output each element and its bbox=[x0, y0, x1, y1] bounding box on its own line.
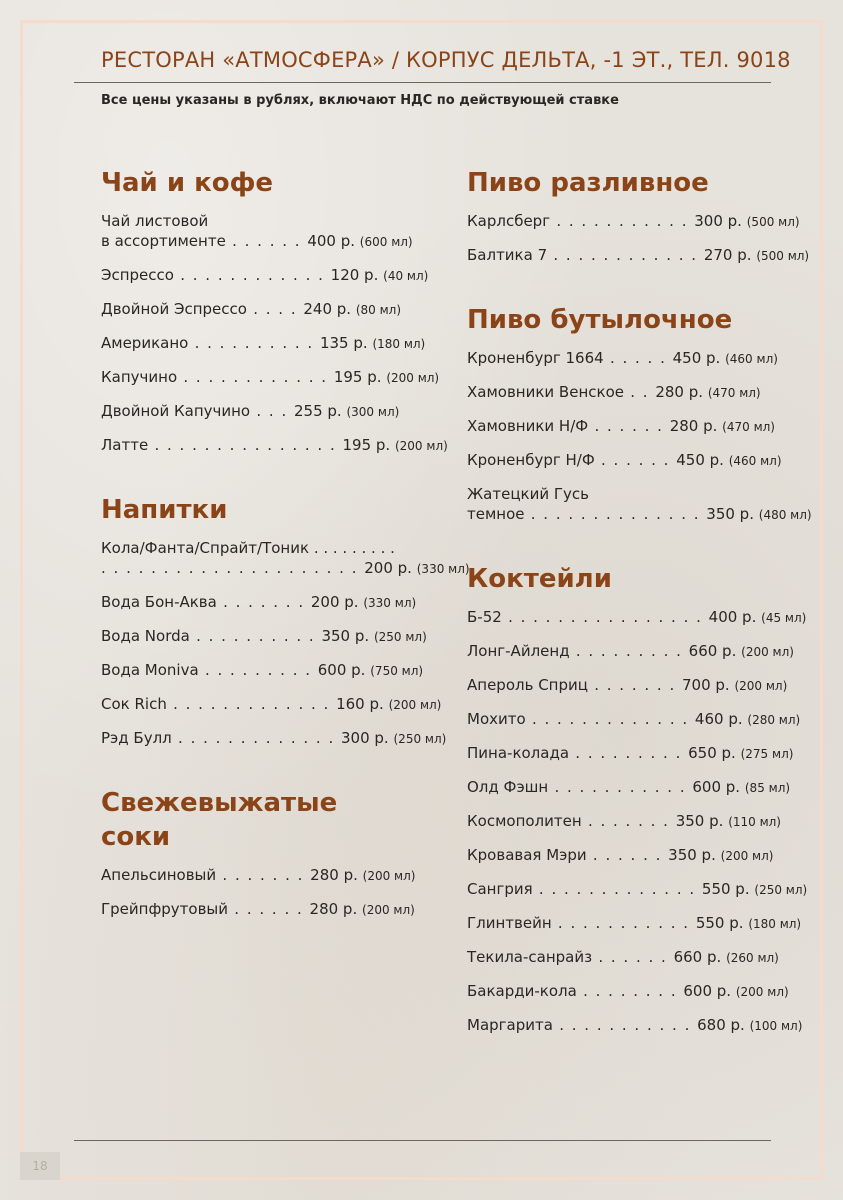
menu-item-price: 450 р. bbox=[672, 349, 721, 367]
menu-item-price: 450 р. bbox=[676, 451, 724, 469]
menu-item-name: Рэд Булл bbox=[101, 729, 172, 747]
menu-item-volume: (200 мл) bbox=[362, 869, 416, 883]
menu-item-leader: . . . . . . . . . . . bbox=[551, 914, 696, 932]
menu-item bbox=[467, 239, 810, 273]
menu-item-leader: . . . . . . . . . . . . . bbox=[166, 695, 337, 713]
menu-item-price: 160 р. bbox=[336, 695, 384, 713]
menu-item-price: 650 р. bbox=[688, 744, 736, 762]
menu-item-price: 120 р. bbox=[330, 266, 379, 284]
menu-item bbox=[467, 601, 807, 635]
menu-item-leader: . . . . . . bbox=[594, 451, 677, 469]
menu-item-volume: (275 мл) bbox=[740, 747, 794, 761]
menu-item-row bbox=[467, 1015, 803, 1036]
menu-item-price: 350 р. bbox=[321, 627, 370, 645]
menu-item-leader: . . . . . . bbox=[592, 948, 674, 966]
menu-item bbox=[101, 429, 448, 463]
menu-column-right bbox=[467, 166, 812, 1073]
menu-item-name: Вода Norda bbox=[101, 627, 190, 645]
menu-item-row bbox=[467, 913, 802, 934]
menu-item-name: Лонг-Айленд bbox=[467, 642, 570, 660]
menu-item-name: Апероль Сприц bbox=[467, 676, 588, 694]
menu-item-name: Кроненбург Н/Ф bbox=[467, 451, 595, 469]
menu-item-volume: (180 мл) bbox=[748, 917, 802, 931]
item-list bbox=[101, 859, 431, 927]
menu-item bbox=[101, 205, 431, 259]
section-title-line: соки bbox=[101, 822, 171, 852]
menu-item-volume: (460 мл) bbox=[728, 454, 782, 468]
section-cocktails bbox=[467, 562, 808, 1043]
menu-item-name: Двойной Капучино bbox=[101, 402, 251, 420]
menu-item-row bbox=[101, 694, 442, 715]
menu-item-leader: . . . . . . . . . . . . . . . . . . . . . bbox=[101, 559, 365, 577]
menu-item bbox=[467, 737, 797, 771]
menu-item-name-line: Чай листовой bbox=[101, 212, 209, 230]
menu-item-volume: (200 мл) bbox=[386, 371, 440, 385]
menu-item-row bbox=[101, 299, 431, 320]
menu-item bbox=[467, 669, 797, 703]
menu-item bbox=[101, 259, 431, 293]
menu-item-name: Космополитен bbox=[467, 812, 582, 830]
menu-item bbox=[467, 805, 797, 839]
section-fresh-juices bbox=[101, 786, 431, 927]
menu-item-name: Вода Moniva bbox=[101, 661, 199, 679]
menu-item-price: 680 р. bbox=[697, 1016, 745, 1034]
menu-item-price: 195 р. bbox=[333, 368, 382, 386]
menu-item-price: 280 р. bbox=[669, 417, 718, 435]
menu-item-price: 700 р. bbox=[681, 676, 730, 694]
menu-item-name: Кроненбург 1664 bbox=[467, 349, 604, 367]
menu-item bbox=[101, 620, 431, 654]
section-title bbox=[101, 786, 431, 854]
item-list bbox=[467, 205, 810, 273]
menu-item-volume: (500 мл) bbox=[756, 249, 810, 263]
menu-item-row bbox=[101, 435, 448, 456]
menu-item-row bbox=[467, 981, 797, 1002]
section-title: Пиво разливное bbox=[467, 168, 709, 198]
section-title: Чай и кофе bbox=[101, 168, 274, 198]
menu-item-row bbox=[467, 382, 797, 403]
menu-item-row bbox=[101, 728, 447, 749]
menu-item-leader: . . . . . . . bbox=[216, 593, 311, 611]
menu-item bbox=[467, 635, 797, 669]
menu-item bbox=[101, 654, 431, 688]
menu-item-volume: (180 мл) bbox=[372, 337, 426, 351]
menu-item-volume: (250 мл) bbox=[373, 630, 427, 644]
section-bottled-beer bbox=[467, 303, 812, 532]
menu-item-name-line: Жатецкий Гусь bbox=[467, 485, 589, 503]
menu-item-price: 195 р. bbox=[342, 436, 391, 454]
menu-item-leader: . . . . . . . bbox=[581, 812, 676, 830]
menu-item-price: 280 р. bbox=[310, 866, 358, 884]
menu-item-leader: . . . . . . . . . . . . bbox=[177, 368, 334, 386]
menu-item-name: Кровавая Мэри bbox=[467, 846, 587, 864]
footer-divider bbox=[74, 1140, 771, 1141]
menu-item-row bbox=[467, 947, 797, 968]
menu-item-row bbox=[467, 845, 797, 866]
menu-item-price: 300 р. bbox=[694, 212, 742, 230]
menu-item-price: 600 р. bbox=[683, 982, 732, 1000]
menu-item-volume: (250 мл) bbox=[393, 732, 447, 746]
section-draft-beer bbox=[467, 166, 810, 273]
price-note: Все цены указаны в рублях, включают НДС по действующей ставке bbox=[101, 93, 619, 108]
section-title: Коктейли bbox=[467, 564, 612, 594]
menu-item bbox=[101, 395, 431, 429]
menu-item-volume: (100 мл) bbox=[749, 1019, 803, 1033]
menu-item bbox=[101, 688, 442, 722]
menu-item-leader: . . . . . . . . bbox=[576, 982, 684, 1000]
item-list bbox=[101, 205, 448, 463]
menu-item-leader: . . . . . . bbox=[586, 846, 669, 864]
menu-item-row bbox=[467, 743, 797, 764]
menu-item bbox=[467, 941, 797, 975]
menu-item-name: Сангрия bbox=[467, 880, 533, 898]
item-list bbox=[467, 342, 812, 532]
menu-item-name: Американо bbox=[101, 334, 189, 352]
menu-item-leader: . . . . . . . . . . . . . . . bbox=[148, 436, 343, 454]
menu-item-volume: (500 мл) bbox=[746, 215, 800, 229]
menu-item-price: 200 р. bbox=[310, 593, 359, 611]
menu-item-leader: . . . . . . . . . bbox=[198, 661, 318, 679]
menu-item-volume: (200 мл) bbox=[362, 903, 415, 917]
menu-item-price: 270 р. bbox=[703, 246, 752, 264]
menu-item-row bbox=[467, 641, 797, 662]
menu-item-leader: . . . . . . . . . . . . . . bbox=[524, 505, 707, 523]
menu-item-volume: (280 мл) bbox=[747, 713, 801, 727]
menu-item-price: 135 р. bbox=[319, 334, 368, 352]
menu-item-price: 350 р. bbox=[668, 846, 716, 864]
menu-item-leader: . . . . . . bbox=[228, 900, 310, 918]
menu-item-price: 280 р. bbox=[655, 383, 704, 401]
menu-item-leader: . . . . . . . . . bbox=[569, 642, 689, 660]
menu-item-row bbox=[467, 777, 797, 798]
menu-item-row bbox=[467, 879, 808, 900]
menu-item-row bbox=[467, 211, 800, 232]
menu-item-leader: . . . . bbox=[246, 300, 304, 318]
menu-item-volume: (330 мл) bbox=[363, 596, 417, 610]
menu-item-name: Бакарди-кола bbox=[467, 982, 577, 1000]
menu-item-volume: (85 мл) bbox=[744, 781, 791, 795]
menu-item-volume: (200 мл) bbox=[734, 679, 788, 693]
menu-item-leader: . . . . . . . . . bbox=[569, 744, 689, 762]
menu-item-name: Хамовники Н/Ф bbox=[467, 417, 589, 435]
menu-item bbox=[101, 361, 440, 395]
menu-item bbox=[467, 975, 797, 1009]
section-title: Напитки bbox=[101, 495, 228, 525]
menu-item bbox=[101, 859, 431, 893]
section-title-line: Свежевыжатые bbox=[101, 788, 338, 818]
menu-item-price: 660 р. bbox=[688, 642, 737, 660]
menu-item-row bbox=[467, 416, 797, 437]
menu-item-row bbox=[101, 899, 431, 920]
menu-item bbox=[467, 205, 800, 239]
menu-item-volume: (200 мл) bbox=[720, 849, 774, 863]
menu-item-name: Капучино bbox=[101, 368, 178, 386]
menu-item-price: 300 р. bbox=[341, 729, 389, 747]
menu-item bbox=[101, 586, 431, 620]
menu-item-price: 350 р. bbox=[706, 505, 754, 523]
menu-item-leader: . . . . . . . . . . . . bbox=[547, 246, 704, 264]
menu-item-volume: (110 мл) bbox=[728, 815, 781, 829]
menu-item-leader: . . . . . . . . . . bbox=[189, 627, 322, 645]
menu-item-row bbox=[101, 367, 440, 388]
menu-item-name: Пина-колада bbox=[467, 744, 570, 762]
menu-item-leader: . . . . . . . . . . . bbox=[548, 778, 693, 796]
menu-item bbox=[467, 342, 797, 376]
menu-item-row bbox=[101, 660, 431, 681]
menu-item-price: 200 р. bbox=[364, 559, 412, 577]
menu-item-volume: (470 мл) bbox=[707, 386, 761, 400]
menu-item-row bbox=[467, 504, 812, 525]
menu-item-name: темное bbox=[467, 505, 525, 523]
menu-item-price: 660 р. bbox=[673, 948, 722, 966]
menu-item-name: Маргарита bbox=[467, 1016, 553, 1034]
section-tea-coffee bbox=[101, 166, 448, 463]
menu-item-volume: (250 мл) bbox=[754, 883, 808, 897]
menu-item-name: Апельсиновый bbox=[101, 866, 217, 884]
menu-item-volume: (460 мл) bbox=[725, 352, 778, 366]
menu-item bbox=[101, 293, 431, 327]
menu-item-leader: . . . . . . . . . . . bbox=[552, 1016, 698, 1034]
menu-item-row bbox=[467, 675, 797, 696]
restaurant-header: РЕСТОРАН «АТМОСФЕРА» / КОРПУС ДЕЛЬТА, -1 ЭТ., ТЕЛ. 9018 bbox=[101, 48, 791, 72]
menu-item-volume: (40 мл) bbox=[383, 269, 429, 283]
menu-item-price: 400 р. bbox=[307, 232, 356, 250]
menu-item-row bbox=[467, 811, 797, 832]
menu-item bbox=[467, 410, 797, 444]
menu-item-price: 460 р. bbox=[694, 710, 743, 728]
menu-item-volume: (300 мл) bbox=[346, 405, 400, 419]
menu-item-price: 255 р. bbox=[294, 402, 342, 420]
menu-item-row bbox=[101, 865, 431, 886]
menu-item-row bbox=[101, 558, 470, 579]
menu-item-volume: (600 мл) bbox=[359, 235, 413, 249]
menu-item-volume: (330 мл) bbox=[416, 562, 470, 576]
menu-item-leader: . . . . . . bbox=[588, 417, 670, 435]
menu-item-price: 400 р. bbox=[708, 608, 757, 626]
menu-item-leader: . . . . . . . bbox=[587, 676, 682, 694]
menu-item-name: Текила-санрайз bbox=[467, 948, 593, 966]
menu-item-price: 280 р. bbox=[309, 900, 358, 918]
menu-item-name: Вода Бон-Аква bbox=[101, 593, 217, 611]
page-number: 18 bbox=[20, 1152, 60, 1180]
menu-item bbox=[467, 703, 801, 737]
menu-item-name: Латте bbox=[101, 436, 149, 454]
menu-item bbox=[101, 722, 447, 756]
menu-item bbox=[467, 376, 797, 410]
menu-item-row bbox=[101, 592, 431, 613]
section-title: Пиво бутылочное bbox=[467, 305, 733, 335]
menu-item bbox=[467, 873, 808, 907]
menu-item-leader: . . . . . . . . . . . bbox=[550, 212, 695, 230]
menu-item-price: 550 р. bbox=[701, 880, 750, 898]
menu-item-name: Олд Фэшн bbox=[467, 778, 549, 796]
menu-item-leader: . . bbox=[623, 383, 656, 401]
menu-item-name: Сок Rich bbox=[101, 695, 167, 713]
menu-item-volume: (200 мл) bbox=[735, 985, 789, 999]
menu-item-row bbox=[101, 231, 431, 252]
menu-item bbox=[467, 444, 797, 478]
menu-item-leader: . . . bbox=[250, 402, 294, 420]
menu-item-row bbox=[467, 348, 797, 369]
menu-item-name: Балтика 7 bbox=[467, 246, 548, 264]
menu-item-row bbox=[101, 401, 431, 422]
menu-item-leader: . . . . . . bbox=[225, 232, 308, 250]
item-list bbox=[467, 601, 808, 1043]
menu-item-price: 240 р. bbox=[303, 300, 352, 318]
menu-item bbox=[467, 771, 797, 805]
menu-item-volume: (750 мл) bbox=[370, 664, 424, 678]
menu-item bbox=[101, 893, 431, 927]
menu-item-volume: (200 мл) bbox=[741, 645, 794, 659]
item-list bbox=[101, 532, 470, 756]
menu-item-leader: . . . . . bbox=[603, 349, 673, 367]
menu-item-volume: (200 мл) bbox=[394, 439, 448, 453]
menu-item bbox=[467, 839, 797, 873]
menu-item-volume: (200 мл) bbox=[388, 698, 442, 712]
menu-item-leader: . . . . . . . . . . . . bbox=[173, 266, 331, 284]
menu-item-volume: (45 мл) bbox=[761, 611, 807, 625]
menu-item bbox=[467, 1009, 803, 1043]
menu-item-name: Эспрессо bbox=[101, 266, 174, 284]
menu-item bbox=[101, 532, 470, 586]
menu-item-name: в ассортименте bbox=[101, 232, 226, 250]
menu-item-volume: (80 мл) bbox=[355, 303, 402, 317]
menu-item bbox=[467, 907, 802, 941]
menu-item bbox=[467, 478, 812, 532]
menu-item-name: Глинтвейн bbox=[467, 914, 552, 932]
menu-item bbox=[101, 327, 431, 361]
menu-item-price: 600 р. bbox=[317, 661, 366, 679]
menu-item-name-line: Кола/Фанта/Спрайт/Тоник . . . . . . . . . bbox=[101, 539, 395, 557]
menu-item-leader: . . . . . . . . . . . . . bbox=[171, 729, 342, 747]
menu-item-name: Грейпфрутовый bbox=[101, 900, 229, 918]
menu-item-leader: . . . . . . . . . . . . . . . . bbox=[501, 608, 709, 626]
menu-item-name: Карлсберг bbox=[467, 212, 551, 230]
menu-item-leader: . . . . . . . . . . bbox=[188, 334, 320, 352]
menu-item-row bbox=[467, 450, 797, 471]
menu-item-leader: . . . . . . . . . . . . . bbox=[532, 880, 702, 898]
menu-item-row bbox=[101, 265, 431, 286]
menu-item-price: 350 р. bbox=[675, 812, 724, 830]
menu-item-row bbox=[467, 709, 801, 730]
menu-item-name: Хамовники Венское bbox=[467, 383, 624, 401]
menu-item-volume: (480 мл) bbox=[758, 508, 812, 522]
menu-item-volume: (260 мл) bbox=[726, 951, 779, 965]
menu-item-volume: (470 мл) bbox=[722, 420, 775, 434]
menu-item-row bbox=[101, 626, 431, 647]
section-drinks bbox=[101, 493, 470, 756]
header-divider bbox=[74, 82, 771, 83]
menu-item-name: Мохито bbox=[467, 710, 526, 728]
menu-column-left bbox=[101, 166, 470, 957]
menu-item-name: Б-52 bbox=[467, 608, 502, 626]
menu-item-row bbox=[467, 245, 810, 266]
menu-item-row bbox=[467, 607, 807, 628]
menu-item-price: 550 р. bbox=[695, 914, 744, 932]
menu-item-leader: . . . . . . . . . . . . . bbox=[525, 710, 695, 728]
menu-item-name: Двойной Эспрессо bbox=[101, 300, 247, 318]
menu-item-row bbox=[101, 333, 431, 354]
menu-item-leader: . . . . . . . bbox=[216, 866, 311, 884]
menu-item-price: 600 р. bbox=[692, 778, 741, 796]
